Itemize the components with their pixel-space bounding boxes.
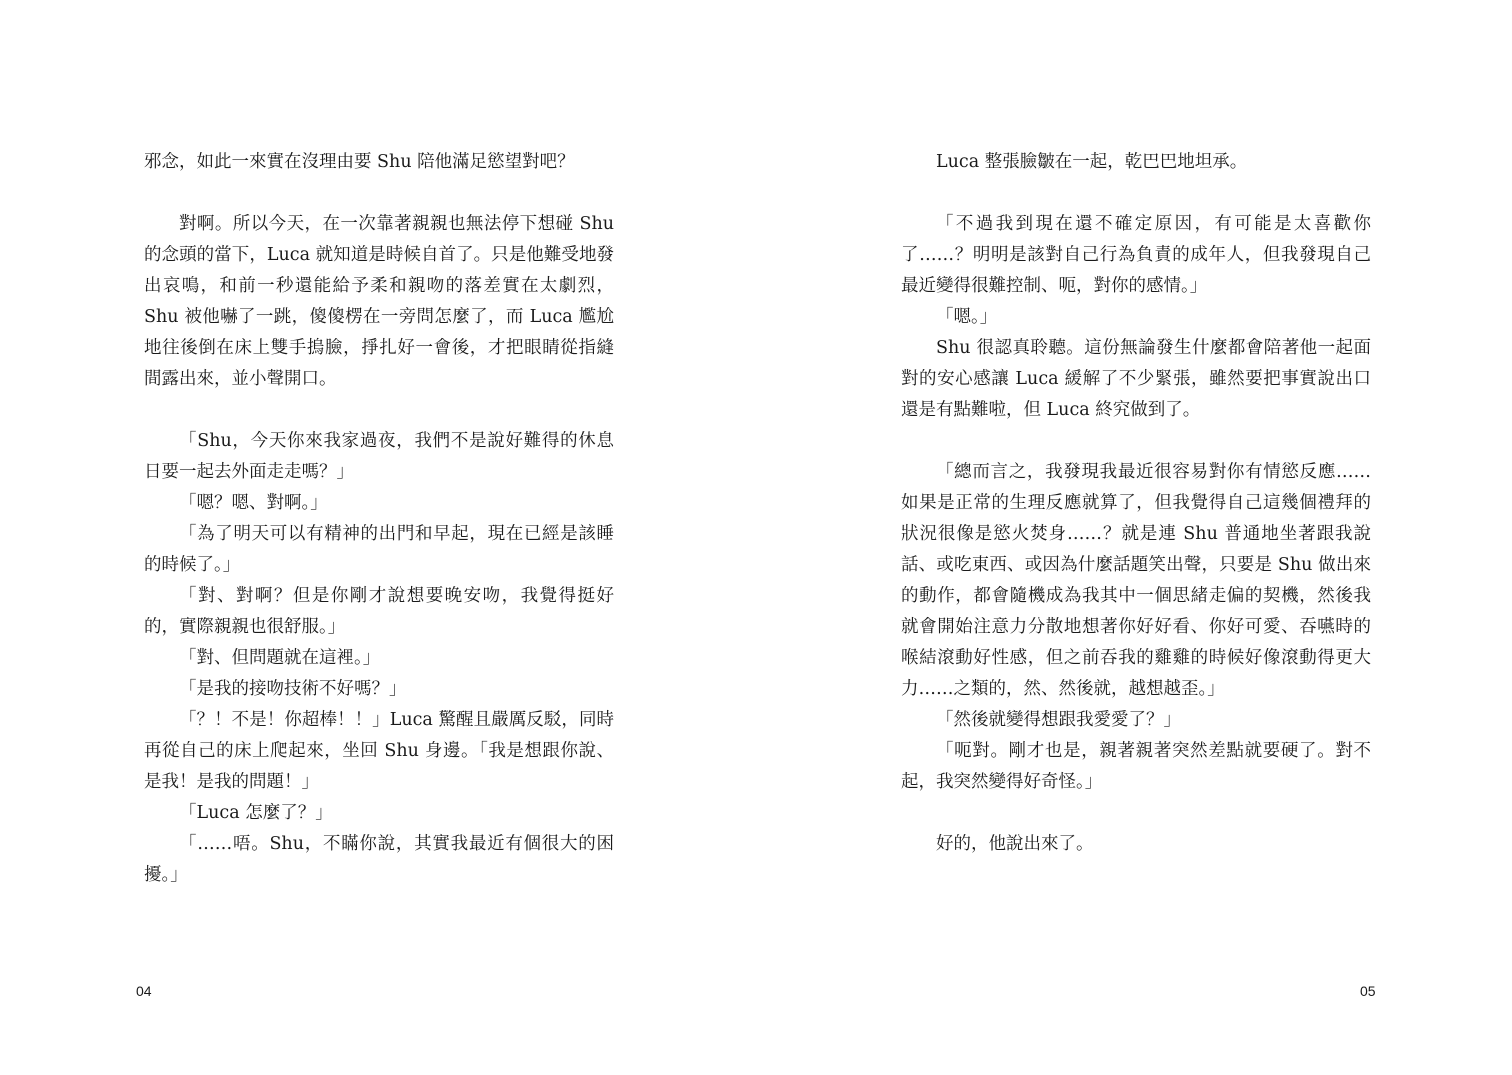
left-page-number: 04 xyxy=(136,983,152,999)
paragraph: 「嗯？嗯、對啊。」 xyxy=(179,493,328,513)
right-page-body xyxy=(901,147,1371,860)
paragraph-gap xyxy=(901,798,1371,829)
paragraph-gap xyxy=(901,178,1371,209)
paragraph: 「對、但問題就在這裡。」 xyxy=(179,648,381,668)
paragraph: 好的，他說出來了。 xyxy=(936,834,1094,854)
paragraph: 邪念，如此一來實在沒理由要 Shu 陪他滿足慾望對吧？ xyxy=(144,152,575,172)
paragraph-gap xyxy=(144,395,614,426)
right-page-number: 05 xyxy=(1360,983,1376,999)
paragraph: 「總而言之，我發現我最近很容易對你有情慾反應……如果是正常的生理反應就算了，但我覺得自己這幾個禮拜的狀況很像是慾火焚身……？就是連 Shu 普通地坐著跟我說話、或吃東西、或因為什麼話題笑出聲，只要是 Shu 做出來的動作，都會隨機成為我其中一個思緒走偏的契機，然後我就會開始注意力分散地想著你好好看、你好可愛、吞嚥時的喉結滾動好性感，但之前吞我的雞雞的時候好像滾動得更大力……之類的，然、然後就，越想越歪。」 xyxy=(901,462,1371,699)
paragraph: 「……唔。Shu，不瞞你說，其實我最近有個很大的困擾。」 xyxy=(144,834,614,885)
paragraph: Shu 很認真聆聽。這份無論發生什麼都會陪著他一起面對的安心感讓 Luca 緩解了不少緊張，雖然要把事實說出口還是有點難啦，但 Luca 終究做到了。 xyxy=(901,338,1371,420)
paragraph: 「然後就變得想跟我愛愛了？」 xyxy=(936,710,1181,730)
paragraph: 「？！不是！你超棒！！」Luca 驚醒且嚴厲反駁，同時再從自己的床上爬起來，坐回 Shu 身邊。「我是想跟你說、是我！是我的問題！」 xyxy=(144,710,614,792)
right-page xyxy=(756,0,1512,1075)
paragraph: 「呃對。剛才也是，親著親著突然差點就要硬了。對不起，我突然變得好奇怪。」 xyxy=(901,741,1371,792)
paragraph-gap xyxy=(144,178,614,209)
paragraph: 「Luca 怎麼了？」 xyxy=(179,803,333,823)
paragraph: 「嗯。」 xyxy=(936,307,998,327)
paragraph: 「對、對啊？但是你剛才說想要晚安吻，我覺得挺好的，實際親親也很舒服。」 xyxy=(144,586,614,637)
paragraph: 「Shu，今天你來我家過夜，我們不是說好難得的休息日要一起去外面走走嗎？」 xyxy=(144,431,614,482)
paragraph: 「是我的接吻技術不好嗎？」 xyxy=(179,679,407,699)
paragraph-gap xyxy=(901,426,1371,457)
paragraph: Luca 整張臉皺在一起，乾巴巴地坦承。 xyxy=(936,152,1248,172)
left-page-body xyxy=(144,147,614,891)
paragraph: 「為了明天可以有精神的出門和早起，現在已經是該睡的時候了。」 xyxy=(144,524,614,575)
paragraph: 「不過我到現在還不確定原因，有可能是太喜歡你了……？明明是該對自己行為負責的成年人，但我發現自己最近變得很難控制、呃，對你的感情。」 xyxy=(901,214,1371,296)
paragraph: 對啊。所以今天，在一次靠著親親也無法停下想碰 Shu 的念頭的當下，Luca 就知道是時候自首了。只是他難受地發出哀鳴，和前一秒還能給予柔和親吻的落差實在太劇烈，Shu 被他嚇了一跳，傻傻楞在一旁問怎麼了，而 Luca 尷尬地往後倒在床上雙手摀臉，掙扎好一會後，才把眼睛從指縫間露出來，並小聲開口。 xyxy=(144,214,614,389)
